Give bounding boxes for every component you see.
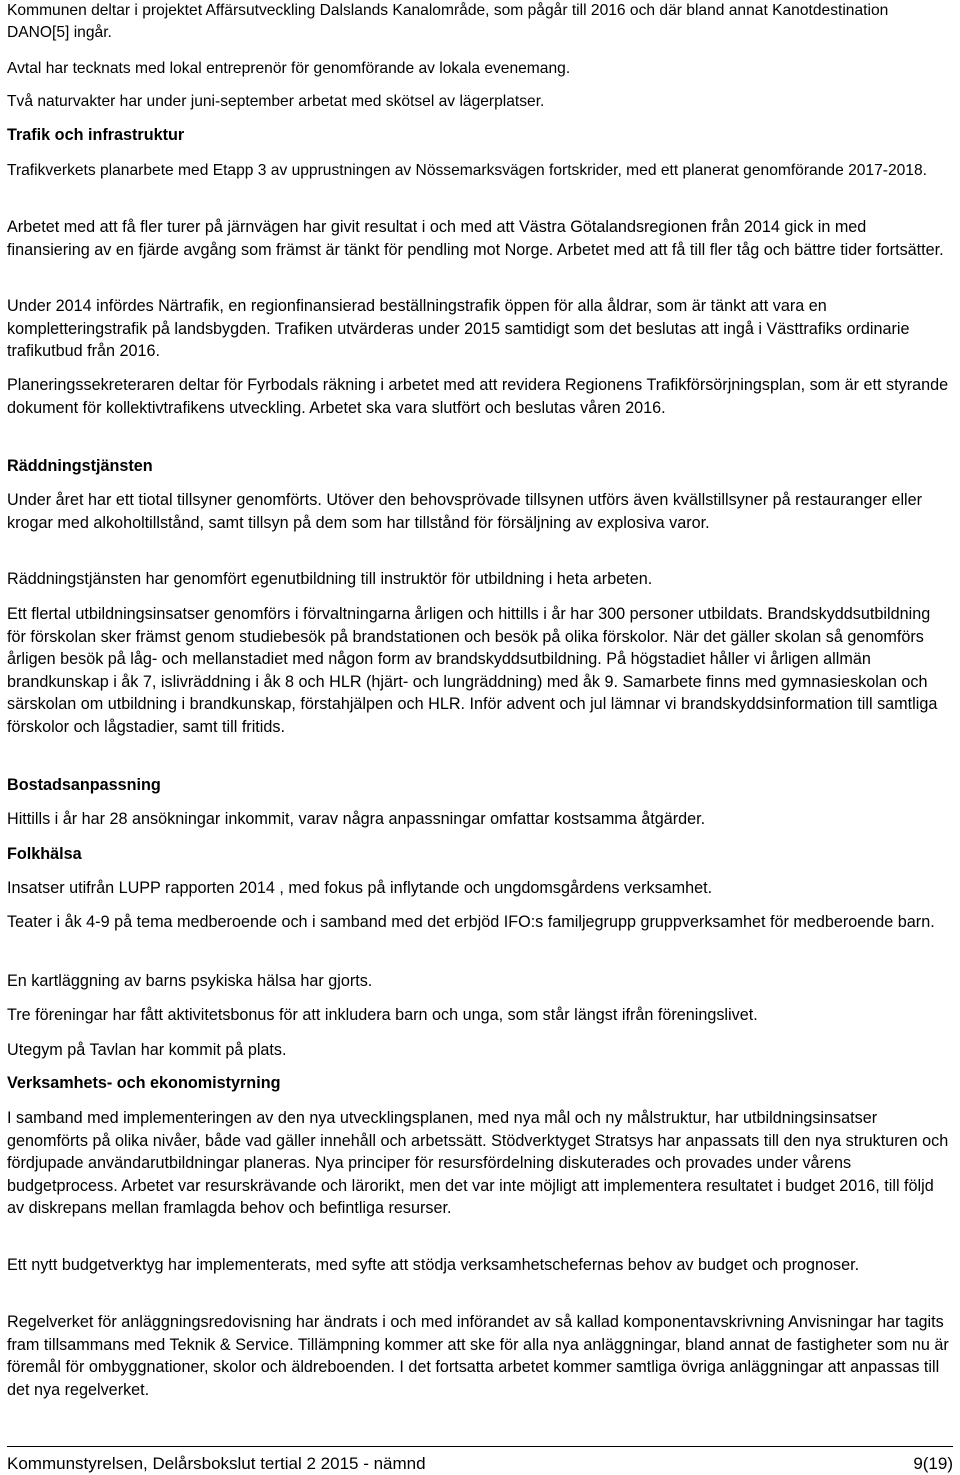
paragraph: Insatser utifrån LUPP rapporten 2014 , med fokus på inflytande och ungdomsgårdens verksamhet. [7, 879, 713, 897]
paragraph: Hittills i år har 28 ansökningar inkommit, varav några anpassningar omfattar kostsamma åtgärder. [7, 810, 706, 828]
paragraph: Ett nytt budgetverktyg har implementerats, med syfte att stödja verksamhetschefernas behov av budget och prognoser. [7, 1256, 860, 1274]
paragraph: En kartläggning av barns psykiska hälsa har gjorts. [7, 972, 373, 990]
section-heading: Bostadsanpassning [7, 776, 161, 794]
paragraph: Utegym på Tavlan har kommit på plats. [7, 1041, 287, 1059]
paragraph: Ett flertal utbildningsinsatser genomförs i förvaltningarna årligen och hittills i år har 300 personer utbildats. Brandskyddsutbildning för förskolan sker främst genom studiebesök på brandstationen och besök på olika förskolor. När det gäller skolan så genomförs årligen besök på låg- och mellanstadiet med någon form av brandskyddsutbildning. På högstadiet håller vi årligen allmän brandkunskap i åk 7, islivräddning i åk 8 och HLR (hjärt- och lungräddning) med åk 9. Samarbete finns med gymnasieskolan och särskolan om utbildning i brandkunskap, förstahjälpen och HLR. Inför advent och jul lämnar vi brandskyddsinformation till samtliga förskolor och lågstadier, samt till fritids. [7, 605, 938, 736]
paragraph: Regelverket för anläggningsredovisning har ändrats i och med införandet av så kallad komponentavskrivning Anvisningar har tagits fram tillsammans med Teknik & Service. Tillämpning kommer att ske för alla nya anläggningar, bland annat de fastigheter som nu är föremål för ombyggnationer, skolor och äldreboenden. I det fortsatta arbetet kommer samtliga övriga anläggningar att anpassas till det nya regelverket. [7, 1313, 949, 1399]
paragraph: Planeringssekreteraren deltar för Fyrbodals räkning i arbetet med att revidera Regionens Trafikförsörjningsplan, som är ett styrande dokument för kollektivtrafikens utveckling. Arbetet ska vara slutfört och beslutas våren 2016. [7, 376, 949, 417]
section-heading: Folkhälsa [7, 845, 82, 863]
page-number: 9(19) [913, 1454, 953, 1473]
paragraph: Under året har ett tiotal tillsyner genomförts. Utöver den behovsprövade tillsynen utförs även kvällstillsyner på restauranger eller krogar med alkoholtillstånd, samt tillsyn på dem som har tillstånd för försäljning av explosiva varor. [7, 491, 923, 532]
paragraph: Teater i åk 4-9 på tema medberoende och i samband med det erbjöd IFO:s familjegrupp gruppverksamhet för medberoende barn. [7, 913, 935, 931]
footer-title: Kommunstyrelsen, Delårsbokslut tertial 2 2015 - nämnd [7, 1454, 426, 1473]
paragraph: Trafikverkets planarbete med Etapp 3 av upprustningen av Nössemarksvägen fortskrider, med ett planerat genomförande 2017-2018. [7, 162, 927, 179]
section-heading: Trafik och infrastruktur [7, 126, 185, 144]
paragraph: Arbetet med att få fler turer på järnvägen har givit resultat i och med att Västra Götalandsregionen från 2014 gick in med finansiering av en fjärde avgång som främst är tänkt för pendling mot Norge. Arbetet med att få till fler tåg och bättre tider fortsätter. [7, 218, 944, 259]
paragraph: Kommunen deltar i projektet Affärsutveckling Dalslands Kanalområde, som pågår till 2016 och där bland annat Kanotdestination DANO[5] ingår. [7, 2, 889, 41]
paragraph: Under 2014 infördes Närtrafik, en regionfinansierad beställningstrafik öppen för alla åldrar, som är tänkt att vara en kompletteringstrafik på landsbygden. Trafiken utvärderas under 2015 samtidigt som det beslutas att ingå i Västtrafiks ordinarie trafikutbud från 2016. [7, 297, 910, 360]
paragraph: Två naturvakter har under juni-september arbetat med skötsel av lägerplatser. [7, 93, 545, 110]
paragraph: Avtal har tecknats med lokal entreprenör för genomförande av lokala evenemang. [7, 60, 571, 77]
section-heading: Verksamhets- och ekonomistyrning [7, 1074, 281, 1092]
paragraph: Räddningstjänsten har genomfört egenutbildning till instruktör för utbildning i heta arbeten. [7, 570, 653, 588]
page-footer [7, 1446, 953, 1475]
paragraph: Tre föreningar har fått aktivitetsbonus för att inkludera barn och unga, som står längst ifrån föreningslivet. [7, 1006, 758, 1024]
section-heading: Räddningstjänsten [7, 457, 153, 475]
paragraph: I samband med implementeringen av den nya utvecklingsplanen, med nya mål och ny målstruktur, har utbildningsinsatser genomförts på olika nivåer, både vad gäller innehåll och arbetssätt. Stödverktyget Stratsys har anpassats till den nya strukturen och fördjupade användarutbildningar planeras. Nya principer för resursfördelning diskuterades och provades under vårens budgetprocess. Arbetet var resurskrävande och lärorikt, men det var inte möjligt att implementera resultatet i budget 2016, till följd av diskrepans mellan framlagda behov och befintliga resurser. [7, 1109, 949, 1217]
